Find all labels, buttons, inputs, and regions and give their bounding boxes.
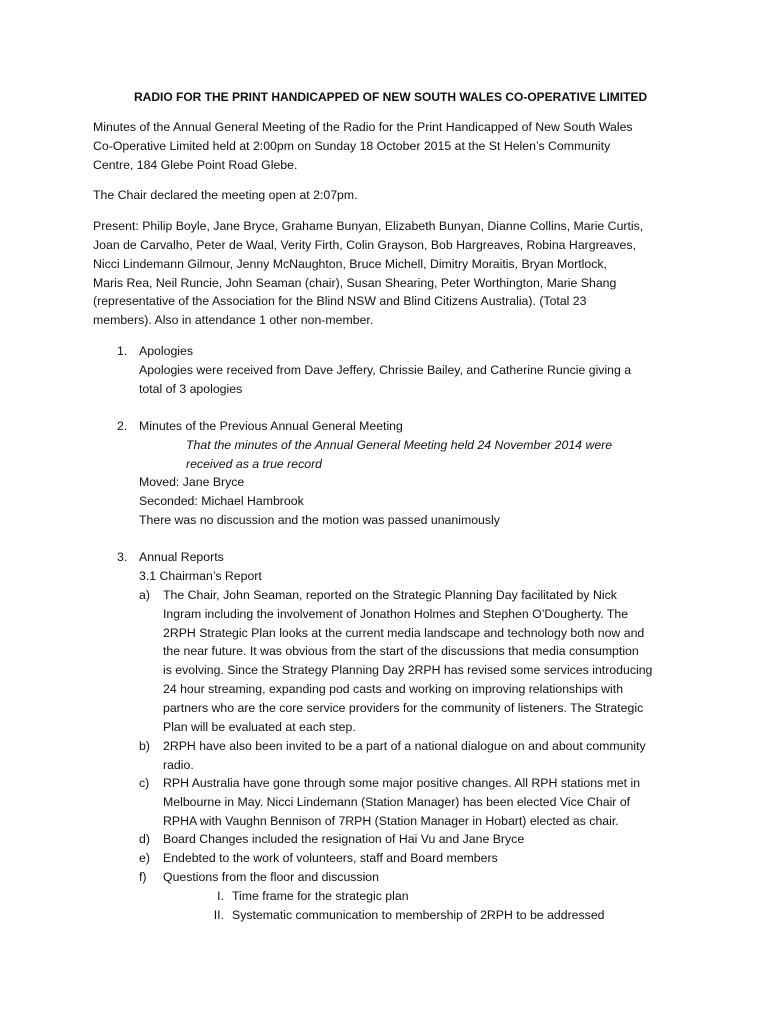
attendance-line: (representative of the Association for the Blind NSW and Blind Citizens Australia). (Total 23 xyxy=(93,294,587,308)
intro-line: Centre, 184 Glebe Point Road Glebe. xyxy=(93,158,298,172)
attendance-line: Nicci Lindemann Gilmour, Jenny McNaughton, Bruce Michell, Dimitry Moraitis, Bryan Mortlock, xyxy=(93,257,607,271)
point-line: 2RPH Strategic Plan looks at the current media landscape and technology both now and xyxy=(163,626,645,640)
question-marker: II. xyxy=(213,908,224,922)
attendance-line: Joan de Carvalho, Peter de Waal, Verity Firth, Colin Grayson, Bob Hargreaves, Robina Hargreaves, xyxy=(93,238,636,252)
point-line: radio. xyxy=(163,758,194,772)
document-title: RADIO FOR THE PRINT HANDICAPPED OF NEW SOUTH WALES CO-OPERATIVE LIMITED xyxy=(134,90,648,104)
point-line: Board Changes included the resignation of Hai Vu and Jane Bryce xyxy=(163,832,525,846)
point-line: The Chair, John Seaman, reported on the Strategic Planning Day facilitated by Nick xyxy=(163,588,617,602)
motion-line: That the minutes of the Annual General Meeting held 24 November 2014 were xyxy=(186,438,613,452)
motion-line: received as a true record xyxy=(186,457,323,471)
point-line: the near future. It was obvious from the start of the discussions that media consumption xyxy=(163,644,639,658)
intro-line: Co-Operative Limited held at 2:00pm on Sunday 18 October 2015 at the St Helen’s Community xyxy=(93,139,611,153)
point-line: RPH Australia have gone through some major positive changes. All RPH stations met in xyxy=(163,776,641,790)
attendance-line: Maris Rea, Neil Runcie, John Seaman (chair), Susan Shearing, Peter Worthington, Marie Shang xyxy=(93,276,617,290)
point-marker: f) xyxy=(139,870,147,884)
item-number: 2. xyxy=(117,419,128,433)
seconded-by: Seconded: Michael Hambrook xyxy=(139,494,304,508)
item-number: 3. xyxy=(117,550,128,564)
motion-result: There was no discussion and the motion was passed unanimously xyxy=(139,513,500,527)
item-heading: Apologies xyxy=(139,344,194,358)
point-line: 24 hour streaming, expanding pod casts and working on improving relationships with xyxy=(163,682,624,696)
point-line: Ingram including the involvement of Jonathon Holmes and Stephen O’Dougherty. The xyxy=(163,607,629,621)
point-line: Plan will be evaluated at each step. xyxy=(163,720,356,734)
point-line: is evolving. Since the Strategy Planning Day 2RPH has revised some services introducing xyxy=(163,663,653,677)
item-heading: Annual Reports xyxy=(139,550,224,564)
point-marker: a) xyxy=(139,588,150,602)
point-marker: d) xyxy=(139,832,150,846)
question-text: Systematic communication to membership of 2RPH to be addressed xyxy=(232,908,605,922)
point-line: Endebted to the work of volunteers, staff and Board members xyxy=(163,851,498,865)
point-line: Questions from the floor and discussion xyxy=(163,870,379,884)
point-marker: e) xyxy=(139,851,150,865)
question-text: Time frame for the strategic plan xyxy=(232,889,409,903)
point-marker: b) xyxy=(139,739,150,753)
question-marker: I. xyxy=(217,889,224,903)
item-text-line: total of 3 apologies xyxy=(139,382,243,396)
point-line: partners who are the core service providers for the community of listeners. The Strategic xyxy=(163,701,644,715)
moved-by: Moved: Jane Bryce xyxy=(139,475,245,489)
attendance-line: members). Also in attendance 1 other non-member. xyxy=(93,313,374,327)
intro-line: Minutes of the Annual General Meeting of the Radio for the Print Handicapped of New South Wales xyxy=(93,120,633,134)
point-line: 2RPH have also been invited to be a part of a national dialogue on and about community xyxy=(163,739,646,753)
item-subheading: 3.1 Chairman’s Report xyxy=(139,569,262,583)
item-heading: Minutes of the Previous Annual General Meeting xyxy=(139,419,403,433)
point-line: RPHA with Vaughn Bennison of 7RPH (Station Manager in Hobart) elected as chair. xyxy=(163,814,619,828)
point-marker: c) xyxy=(139,776,150,790)
point-line: Melbourne in May. Nicci Lindemann (Station Manager) has been elected Vice Chair of xyxy=(163,795,631,809)
item-text-line: Apologies were received from Dave Jeffery, Chrissie Bailey, and Catherine Runcie giving a xyxy=(139,363,632,377)
item-number: 1. xyxy=(117,344,128,358)
attendance-line: Present: Philip Boyle, Jane Bryce, Grahame Bunyan, Elizabeth Bunyan, Dianne Collins, Marie Curtis, xyxy=(93,219,644,233)
meeting-opening: The Chair declared the meeting open at 2:07pm. xyxy=(93,188,358,202)
